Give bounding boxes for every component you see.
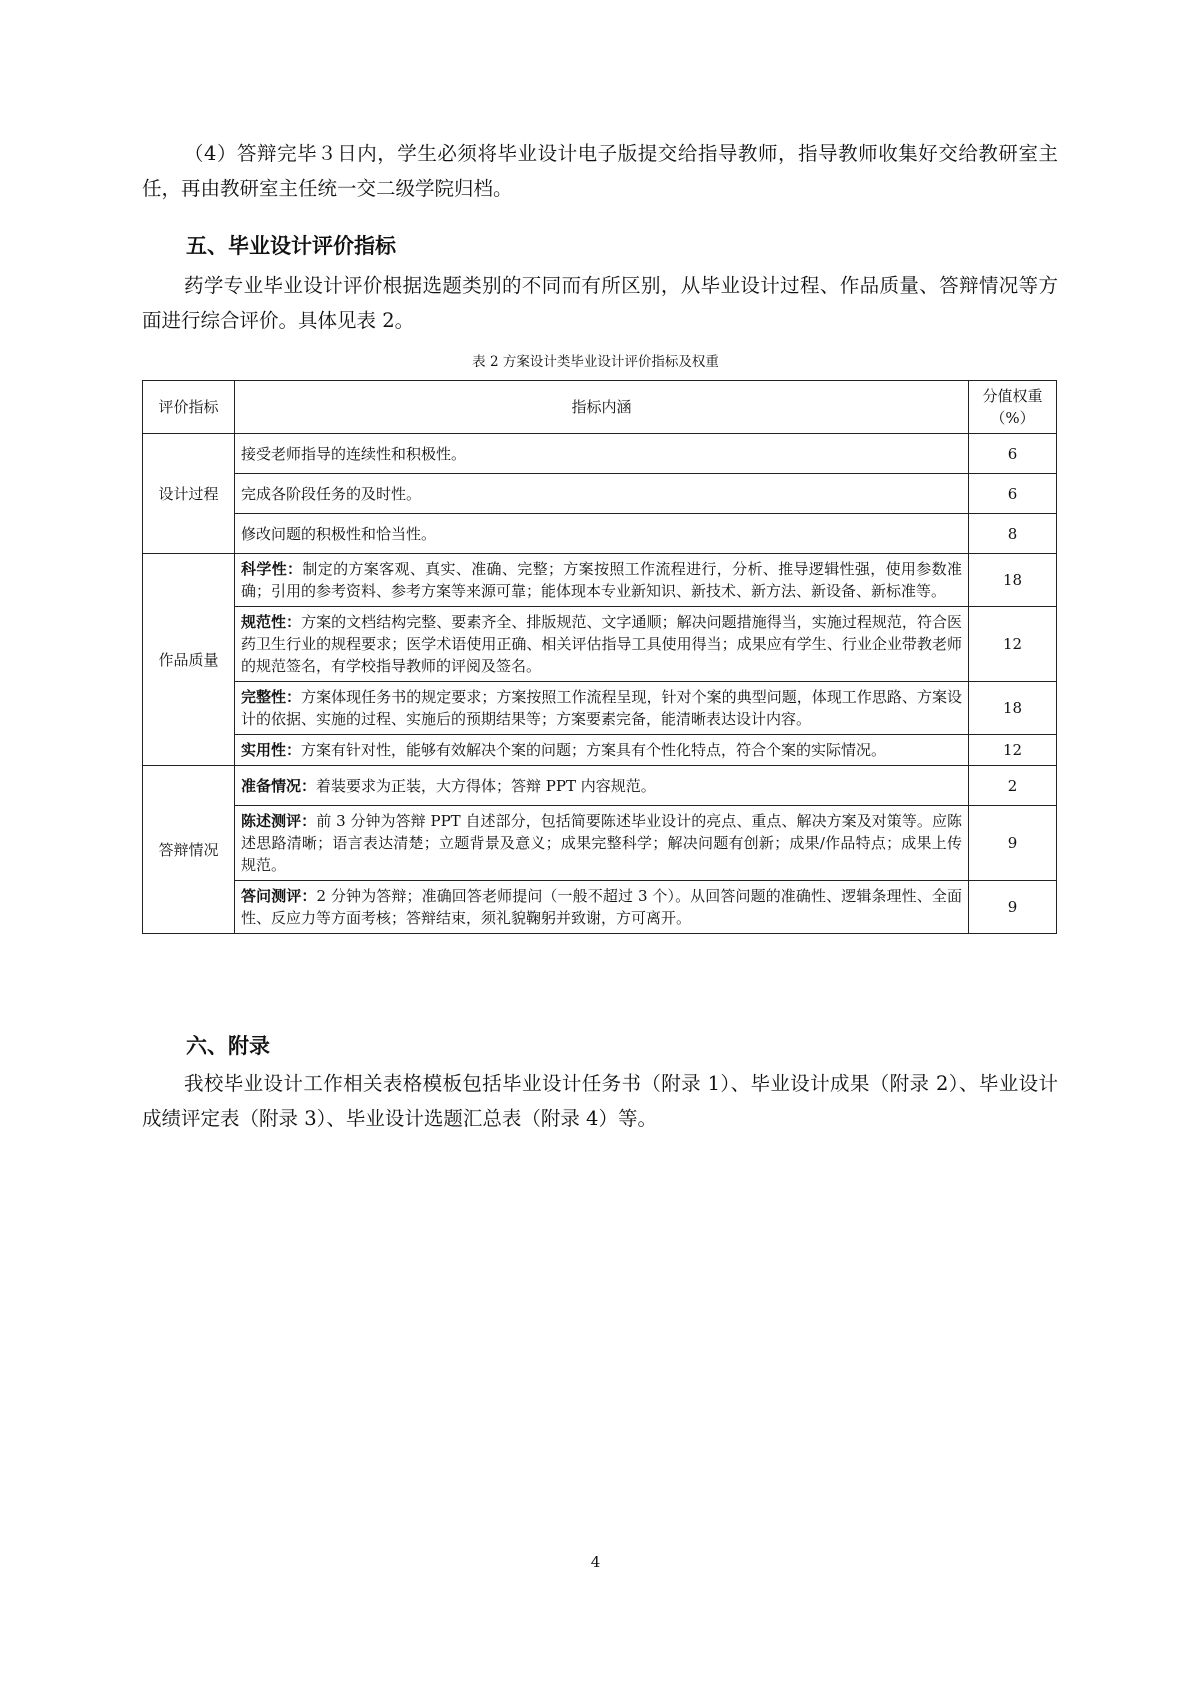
content-cell xyxy=(235,881,969,934)
weight-cell: 6 xyxy=(969,434,1057,474)
weight-cell: 9 xyxy=(969,881,1057,934)
criterion-text: 方案有针对性，能够有效解决个案的问题；方案具有个性化特点，符合个案的实际情况。 xyxy=(301,741,887,759)
content-cell xyxy=(235,554,969,607)
criterion-text: 接受老师指导的连续性和积极性。 xyxy=(241,444,467,463)
weight-cell: 12 xyxy=(969,607,1057,682)
heading-section-5: 五、毕业设计评价指标 xyxy=(186,234,396,258)
header-indicator: 评价指标 xyxy=(143,381,235,434)
criterion-label: 规范性： xyxy=(241,613,302,631)
weight-cell: 18 xyxy=(969,682,1057,735)
table-row xyxy=(143,474,1057,514)
weight-cell: 9 xyxy=(969,806,1057,881)
weight-cell: 18 xyxy=(969,554,1057,607)
header-weight: 分值权重（%） xyxy=(969,381,1057,434)
content-cell xyxy=(235,766,969,806)
content-cell xyxy=(235,514,969,554)
heading-section-6: 六、附录 xyxy=(186,1034,270,1058)
weight-cell: 12 xyxy=(969,735,1057,766)
table-row xyxy=(143,735,1057,766)
weight-cell: 6 xyxy=(969,474,1057,514)
table-row xyxy=(143,607,1057,682)
category-cell: 作品质量 xyxy=(143,554,235,766)
page-number: 4 xyxy=(590,1553,601,1571)
criterion-text: 2 分钟为答辩；准确回答老师提问（一般不超过 3 个）。从回答问题的准确性、逻辑条理性、全面性、反应力等方面考核；答辩结束，须礼貌鞠躬并致谢，方可离开。 xyxy=(241,887,962,927)
content-cell xyxy=(235,735,969,766)
criterion-text: 着装要求为正装，大方得体；答辩 PPT 内容规范。 xyxy=(316,776,656,795)
header-content: 指标内涵 xyxy=(235,381,969,434)
category-cell: 设计过程 xyxy=(143,434,235,554)
criterion-text: 方案的文档结构完整、要素齐全、排版规范、文字通顺；解决问题措施得当，实施过程规范，符合医药卫生行业的规程要求；医学术语使用正确、相关评估指导工具使用得当；成果应有学生、行业企业带教老师的规范签名，有学校指导教师的评阅及签名。 xyxy=(241,613,962,675)
criterion-text: 前 3 分钟为答辩 PPT 自述部分，包括简要陈述毕业设计的亮点、重点、解决方案及对策等。应陈述思路清晰；语言表达清楚；立题背景及意义；成果完整科学；解决问题有创新；成果/作品特点；成果上传规范。 xyxy=(241,812,962,874)
table-caption: 表 2 方案设计类毕业设计评价指标及权重 xyxy=(472,354,719,370)
paragraph-evaluation-intro: 药学专业毕业设计评价根据选题类别的不同而有所区别，从毕业设计过程、作品质量、答辩情况等方面进行综合评价。具体见表 2。 xyxy=(142,274,1058,332)
paragraph-appendix: 我校毕业设计工作相关表格模板包括毕业设计任务书（附录 1）、毕业设计成果（附录 2）、毕业设计成绩评定表（附录 3）、毕业设计选题汇总表（附录 4）等。 xyxy=(142,1072,1058,1130)
criterion-label: 实用性： xyxy=(241,741,302,759)
criterion-label: 准备情况： xyxy=(241,776,317,795)
criterion-text: 修改问题的积极性和恰当性。 xyxy=(241,524,437,543)
table-row xyxy=(143,514,1057,554)
criterion-text: 完成各阶段任务的及时性。 xyxy=(241,484,422,503)
weight-cell: 8 xyxy=(969,514,1057,554)
table-row xyxy=(143,766,1057,806)
table-row xyxy=(143,806,1057,881)
criterion-label: 完整性： xyxy=(241,688,302,706)
criterion-label: 答问测评： xyxy=(241,887,317,905)
table-row xyxy=(143,682,1057,735)
criterion-label: 陈述测评： xyxy=(241,812,317,830)
criterion-label: 科学性： xyxy=(241,560,303,578)
table-row xyxy=(143,554,1057,607)
table-row xyxy=(143,881,1057,934)
content-cell xyxy=(235,682,969,735)
content-cell xyxy=(235,806,969,881)
evaluation-table xyxy=(142,380,1057,934)
table-row xyxy=(143,434,1057,474)
criterion-text: 制定的方案客观、真实、准确、完整；方案按照工作流程进行，分析、推导逻辑性强，使用参数准确；引用的参考资料、参考方案等来源可靠；能体现本专业新知识、新技术、新方法、新设备、新标准等。 xyxy=(241,560,962,600)
weight-cell: 2 xyxy=(969,766,1057,806)
content-cell xyxy=(235,434,969,474)
paragraph-submission: （4）答辩完毕３日内，学生必须将毕业设计电子版提交给指导教师，指导教师收集好交给教研室主任，再由教研室主任统一交二级学院归档。 xyxy=(142,142,1058,200)
content-cell xyxy=(235,607,969,682)
content-cell xyxy=(235,474,969,514)
category-cell: 答辩情况 xyxy=(143,766,235,934)
criterion-text: 方案体现任务书的规定要求；方案按照工作流程呈现，针对个案的典型问题，体现工作思路、方案设计的依据、实施的过程、实施后的预期结果等；方案要素完备，能清晰表达设计内容。 xyxy=(241,688,962,728)
